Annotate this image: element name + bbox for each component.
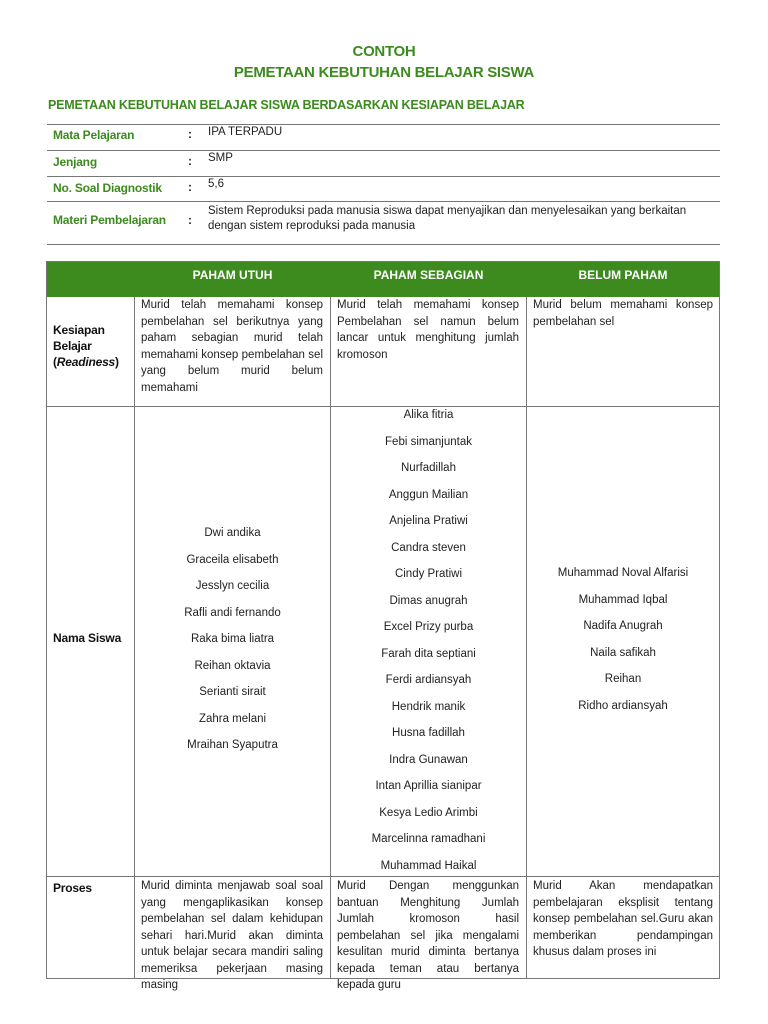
info-label: No. Soal Diagnostik [53,181,162,195]
row-label-nama-siswa: Nama Siswa [53,631,122,645]
student-name: Nurfadillah [401,462,456,474]
student-name: Reihan oktavia [194,659,271,672]
readiness-belum-paham: Murid belum memahami konsep pembelahan sel [533,299,713,328]
names-paham-sebagian [331,402,526,879]
readiness-label-line2: Belajar [53,339,92,353]
readiness-paren-open: ( [53,355,57,369]
info-colon: : [188,154,192,168]
info-colon: : [188,127,192,141]
proses-paham-sebagian: Murid Dengan menggunkan bantuan Menghitung Jumlah Jumlah kromoson hasil pembelahan sel jika mengalami kesulitan murid diminta bertanya kepada teman atau bertanya kepada guru [337,880,519,991]
readiness-label-line3 [53,354,119,370]
student-name: Naila safikah [590,646,656,659]
info-row-no-soal [47,177,720,202]
learning-map-table [46,261,720,991]
student-name: Muhammad Haikal [380,859,477,872]
info-value: IPA TERPADU [208,126,283,138]
student-name: Indra Gunawan [389,753,468,766]
header-belum-paham: BELUM PAHAM [578,268,668,282]
info-label: Materi Pembelajaran [53,213,166,227]
student-name: Kesya Ledio Arimbi [379,806,478,819]
info-row-materi [47,202,720,245]
document-title-line2: PEMETAAN KEBUTUHAN BELAJAR SISWA [233,64,535,81]
info-colon: : [188,180,192,194]
names-paham-utuh [135,520,330,759]
readiness-label-line1: Kesiapan [53,323,105,337]
student-name: Dimas anugrah [389,594,468,607]
student-name: Intan Aprillia sianipar [375,780,482,792]
student-name: Dwi andika [204,527,261,539]
student-name: Graceila elisabeth [186,553,279,566]
student-name: Nadifa Anugrah [583,620,663,632]
student-name: Excel Prizy purba [383,621,474,633]
student-name: Ferdi ardiansyah [385,674,472,686]
info-colon: : [188,213,192,227]
student-name: Jesslyn cecilia [195,580,270,592]
section-subtitle: PEMETAAN KEBUTUHAN BELAJAR SISWA BERDASARKAN KESIAPAN BELAJAR [48,98,525,112]
student-name: Mraihan Syaputra [187,739,278,751]
info-label: Jenjang [53,155,97,169]
names-belum-paham [527,560,719,719]
student-name: Ridho ardiansyah [578,699,668,712]
student-name: Rafli andi fernando [184,606,281,619]
student-name: Anggun Mailian [388,488,469,501]
document-title-line1: CONTOH [352,43,416,60]
readiness-paham-utuh: Murid telah memahami konsep pembelahan sel berikutnya yang paham sebagian murid telah memahami konsep pembelahan sel yang belum murid belum memahami [141,299,323,394]
student-name: Febi simanjuntak [385,435,472,448]
student-name: Zahra melani [198,712,267,725]
student-name: Serianti sirait [199,686,266,698]
proses-belum-paham: Murid Akan mendapatkan pembelajaran eksplisit tentang konsep pembelahan sel.Guru akan memberikan pendampingan khusus dalam proses ini [533,880,713,958]
header-paham-utuh: PAHAM UTUH [192,268,273,282]
info-value: Sistem Reproduksi pada manusia siswa dapat menyajikan dan menyelesaikan yang berkaitan dengan sistem reproduksi pada manusia [208,205,687,232]
student-name: Husna fadillah [392,727,465,739]
student-name: Muhammad Iqbal [578,593,668,606]
student-name: Cindy Pratiwi [394,568,463,580]
student-name: Muhammad Noval Alfarisi [557,567,689,579]
student-name: Hendrik manik [391,700,466,713]
proses-paham-utuh: Murid diminta menjawab soal soal yang mengaplikasikan konsep pembelahan sel dalam kehidupan sehari hari.Murid akan diminta untuk belajar secara mandiri saling memeriksa pekerjaan masing masing [141,880,323,991]
info-row-jenjang [47,151,720,177]
info-value: SMP [208,152,233,164]
student-name: Farah dita septiani [381,647,476,660]
student-name: Candra steven [391,541,466,554]
info-label: Mata Pelajaran [53,128,135,142]
student-name: Marcelinna ramadhani [371,833,486,845]
row-label-readiness [53,322,119,370]
readiness-paren-close: ) [115,355,119,369]
student-name: Reihan [604,673,642,685]
row-label-proses: Proses [53,881,92,895]
student-name: Alika fitria [403,409,454,421]
header-paham-sebagian: PAHAM SEBAGIAN [373,268,484,282]
info-value: 5,6 [208,178,224,190]
student-name: Raka bima liatra [190,633,275,645]
readiness-italic: Readiness [56,355,116,369]
readiness-paham-sebagian: Murid telah memahami konsep Pembelahan sel namun belum lancar untuk menghitung jumlah kromoson [337,299,519,361]
info-row-mata-pelajaran [47,124,720,151]
student-name: Anjelina Pratiwi [389,515,468,527]
